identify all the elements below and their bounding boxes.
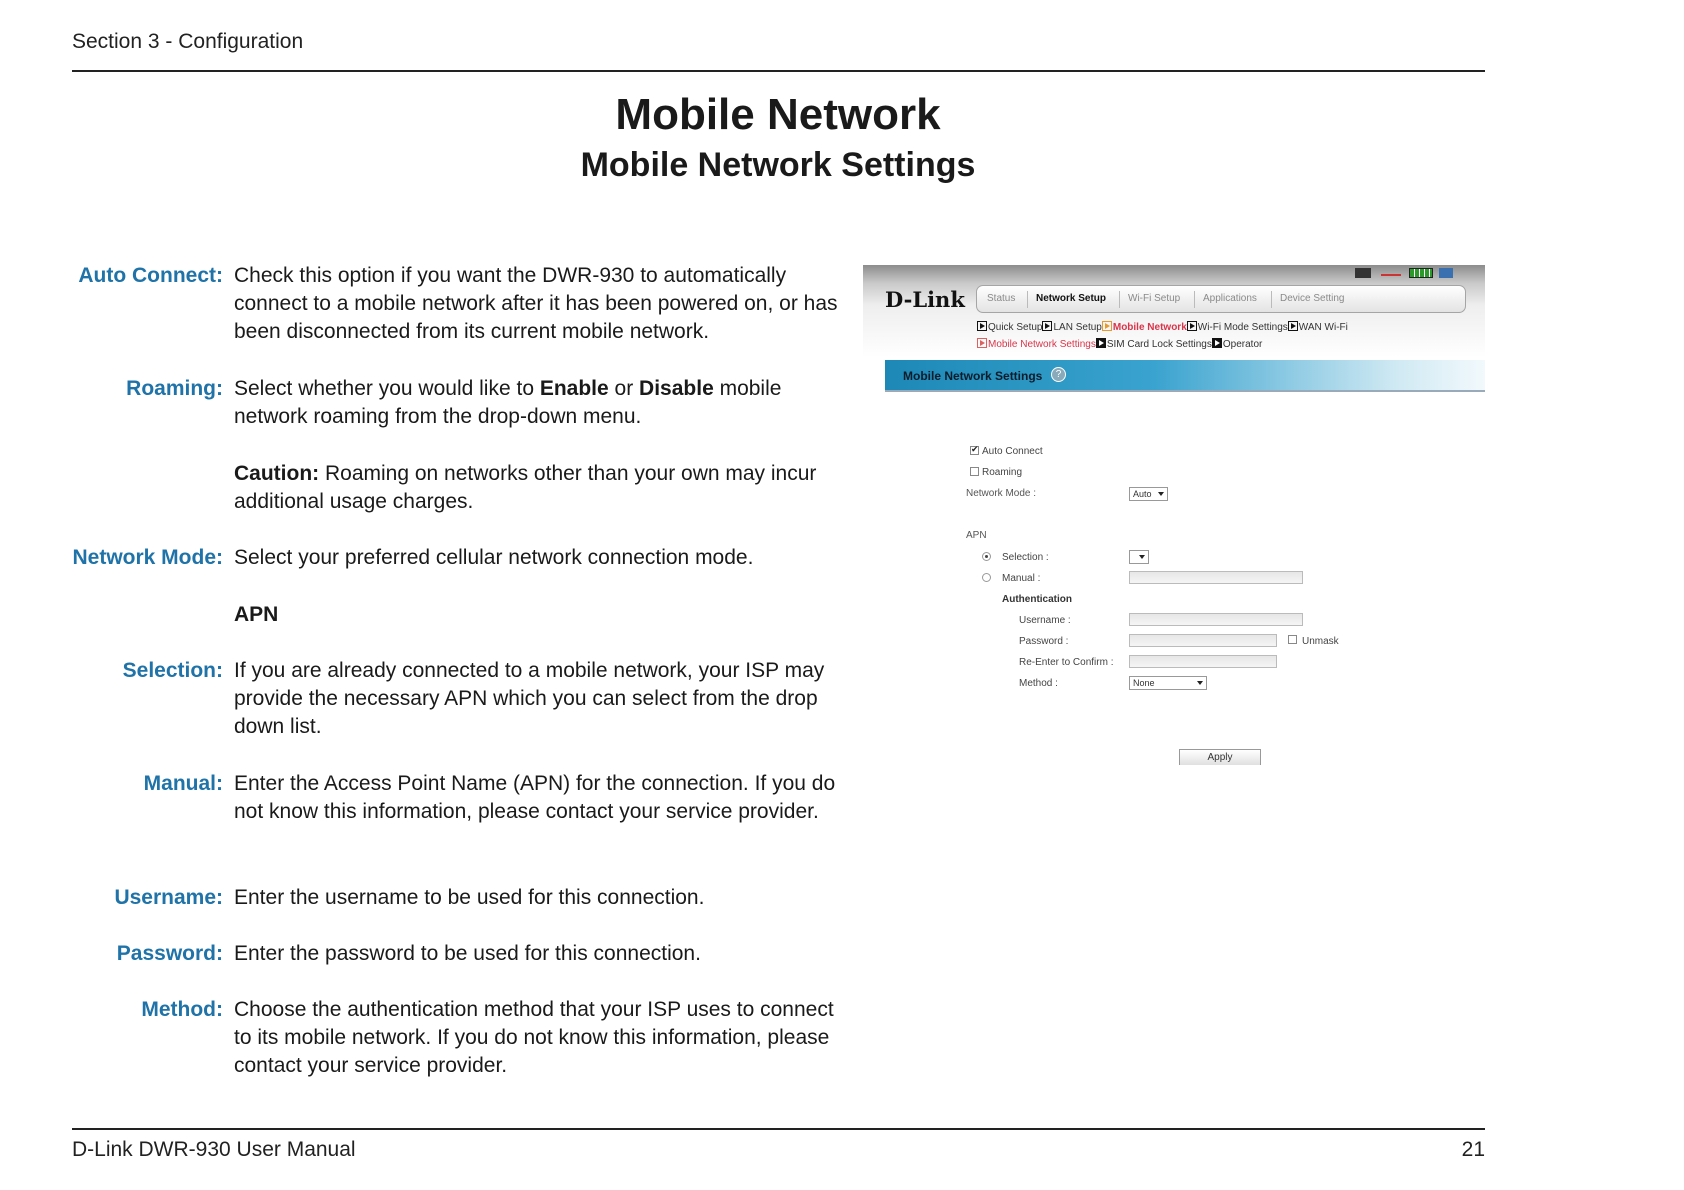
caution-label: Caution: [234,462,320,485]
term-roaming: Roaming: [126,377,223,400]
desc-roaming-mid: or [608,377,640,400]
manual-label: Manual : [1002,573,1041,584]
chevron-down-icon [1158,492,1164,496]
caution-text: Roaming on networks other than your own may incur additional usage charges. [234,462,817,513]
arrow-icon [1096,338,1106,348]
status-icons [1355,268,1455,280]
section-title: Section 3 - Configuration [72,30,304,53]
reenter-label: Re-Enter to Confirm : [1019,657,1114,668]
reenter-password-input[interactable] [1129,655,1277,668]
tab-applications[interactable]: Applications [1203,293,1257,304]
arrow-icon [977,338,987,348]
subnav-row-2 [977,338,1262,351]
username-label: Username : [1019,615,1071,626]
desc-roaming [234,375,844,431]
router-header [863,265,1485,357]
apn-heading: APN [234,603,279,626]
unmask-checkbox[interactable] [1288,635,1297,644]
desc-caution [234,460,844,516]
arrow-icon [1102,321,1112,331]
network-mode-value: Auto [1133,489,1152,499]
subnav-wan-wifi[interactable]: WAN Wi-Fi [1298,322,1348,333]
desc-username: Enter the username to be used for this connection. [234,886,705,909]
method-label: Method : [1019,678,1058,689]
term-selection: Selection: [122,659,223,682]
chevron-down-icon [1197,681,1203,685]
auto-connect-label: Auto Connect [982,446,1043,457]
desc-roaming-disable: Disable [639,377,714,400]
method-value: None [1133,678,1155,688]
desc-method: Choose the authentication method that your ISP uses to connect to its mobile network. If you do not know this information, please contact your service provider. [234,998,834,1077]
network-mode-select[interactable] [1129,487,1168,501]
desc-selection: If you are already connected to a mobile network, your ISP may provide the necessary APN which you can select from the drop down list. [234,659,825,738]
subnav-mobile-network-settings[interactable]: Mobile Network Settings [988,339,1096,350]
selection-select[interactable] [1129,550,1149,564]
network-mode-label: Network Mode : [966,488,1037,499]
tab-divider [1194,291,1195,308]
password-label: Password : [1019,636,1069,647]
dlink-logo: D-Link [885,287,965,312]
tab-status[interactable]: Status [987,293,1016,304]
subnav-sim-card-lock[interactable]: SIM Card Lock Settings [1106,339,1212,350]
term-method: Method: [141,998,223,1021]
battery-icon [1409,268,1433,278]
roaming-label: Roaming [982,467,1023,478]
arrow-icon [1187,321,1197,331]
tab-divider [1119,291,1120,308]
selection-label: Selection : [1002,552,1049,563]
desc-roaming-pre: Select whether you would like to [234,377,540,400]
subnav-operator[interactable]: Operator [1222,339,1263,350]
term-username: Username: [114,886,223,909]
message-icon [1439,268,1453,278]
term-password: Password: [116,942,223,965]
auto-connect-checkbox[interactable] [970,446,979,455]
desc-network-mode: Select your preferred cellular network connection mode. [234,546,754,569]
term-auto-connect: Auto Connect: [78,264,223,287]
unmask-label: Unmask [1302,636,1339,647]
network-type-icon [1355,268,1371,278]
header-rule [72,70,1485,72]
arrow-icon [1288,321,1298,331]
page-title: Mobile Network [615,90,941,139]
tab-device-setting[interactable]: Device Setting [1280,293,1345,304]
footer-manual-title: D-Link DWR-930 User Manual [72,1138,356,1161]
tab-wifi-setup[interactable]: Wi-Fi Setup [1128,293,1181,304]
password-input[interactable] [1129,634,1277,647]
subnav-mobile-network[interactable]: Mobile Network [1112,322,1187,333]
desc-roaming-enable: Enable [539,377,609,400]
subnav-row-1 [977,321,1348,334]
arrow-icon [1042,321,1052,331]
subnav-lan-setup[interactable]: LAN Setup [1053,322,1102,333]
desc-auto-connect: Check this option if you want the DWR-930 to automatically connect to a mobile network after it has been powered on, or has been disconnected from its current mobile network. [234,264,838,343]
method-select[interactable] [1129,676,1207,690]
manual-radio[interactable] [982,573,991,582]
tab-divider [1271,291,1272,308]
banner-title: Mobile Network Settings [903,369,1043,383]
page-number: 21 [1461,1138,1485,1161]
settings-banner [885,360,1485,392]
arrow-icon [1212,338,1222,348]
desc-manual: Enter the Access Point Name (APN) for the connection. If you do not know this information, please contact your service provider. [234,772,836,823]
page-subtitle: Mobile Network Settings [580,146,976,184]
arrow-icon [977,321,987,331]
username-input[interactable] [1129,613,1303,626]
tab-network-setup[interactable]: Network Setup [1036,293,1107,304]
footer-rule [72,1128,1485,1130]
signal-icon [1381,268,1401,276]
selection-radio[interactable] [982,552,991,561]
chevron-down-icon [1139,555,1145,559]
desc-password: Enter the password to be used for this connection. [234,942,701,965]
term-manual: Manual: [143,772,223,795]
apply-button[interactable]: Apply [1179,749,1261,765]
roaming-checkbox[interactable] [970,467,979,476]
apn-label: APN [966,530,987,541]
authentication-label: Authentication [1002,594,1072,605]
main-tabbar [976,285,1466,313]
subnav-quick-setup[interactable]: Quick Setup [988,322,1043,333]
router-ui-screenshot [863,265,1485,765]
term-network-mode: Network Mode: [72,546,223,569]
tab-divider [1027,291,1028,308]
help-icon[interactable]: ? [1051,367,1066,382]
desc-roaming-post: mobile network roaming from the drop-down menu. [234,377,782,428]
manual-apn-input[interactable] [1129,571,1303,584]
subnav-wifi-mode-settings[interactable]: Wi-Fi Mode Settings [1197,322,1288,333]
